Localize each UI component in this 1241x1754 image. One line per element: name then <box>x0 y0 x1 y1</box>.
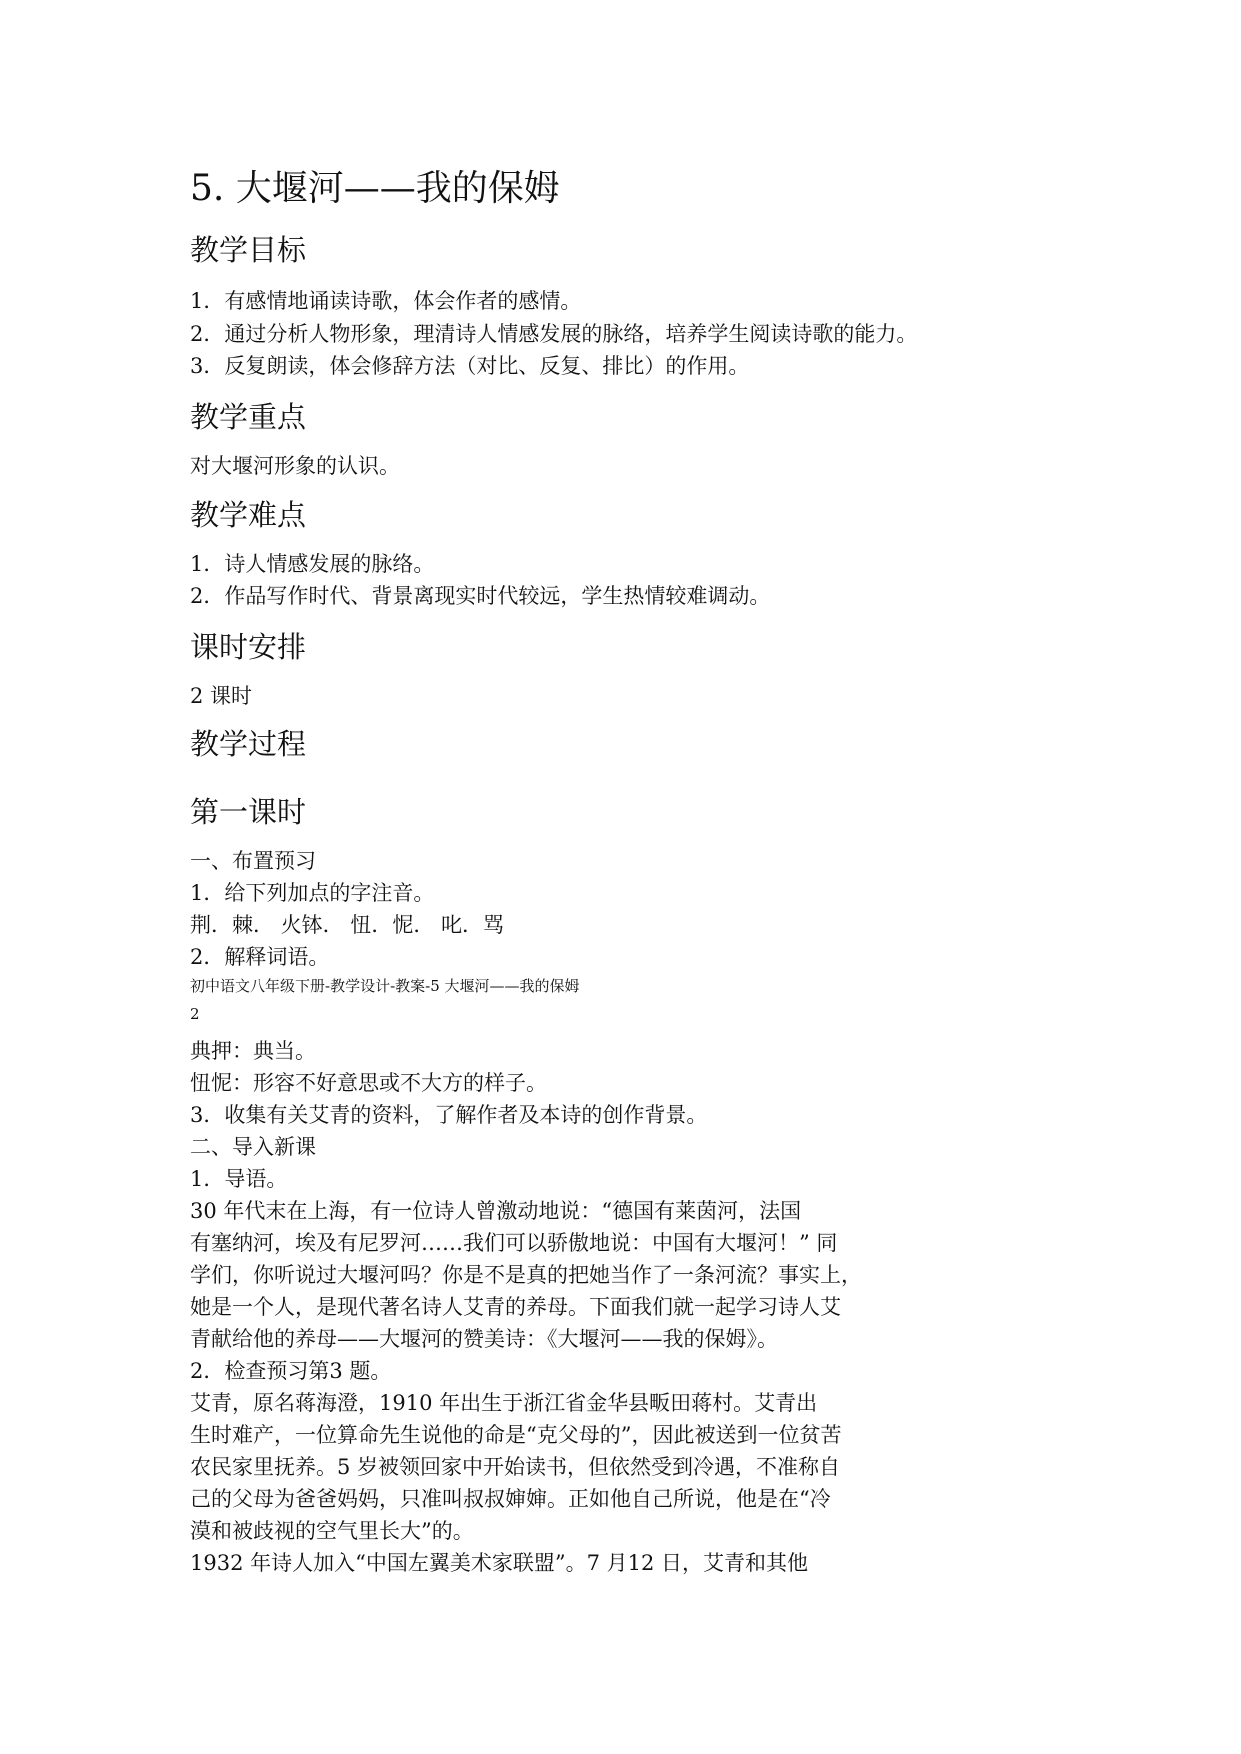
body-line: 她是一个人，是现代著名诗人艾青的养母。下面我们就一起学习诗人艾 <box>190 1295 841 1319</box>
body-line: 忸怩：形容不好意思或不大方的样子。 <box>190 1071 547 1095</box>
schedule-text: 2 课时 <box>190 684 253 708</box>
goal-item: 3．反复朗读，体会修辞方法（对比、反复、排比）的作用。 <box>190 354 750 378</box>
process-heading: 教学过程 <box>190 727 307 761</box>
body-line: 典押：典当。 <box>190 1039 316 1063</box>
difficulty-item: 2．作品写作时代、背景离现实时代较远，学生热情较难调动。 <box>190 584 771 608</box>
schedule-heading: 课时安排 <box>190 630 307 664</box>
body-line: 1．给下列加点的字注音。 <box>190 881 435 905</box>
difficulty-item: 1．诗人情感发展的脉络。 <box>190 552 435 576</box>
focus-heading: 教学重点 <box>190 400 307 434</box>
body-line: 2．检查预习第3 题。 <box>190 1359 392 1383</box>
goal-item: 1．有感情地诵读诗歌，体会作者的感情。 <box>190 289 582 313</box>
body-line: 艾青，原名蒋海澄，1910 年出生于浙江省金华县畈田蒋村。艾青出 <box>190 1391 818 1415</box>
body-line: 二、导入新课 <box>190 1135 316 1159</box>
body-line: 1932 年诗人加入“中国左翼美术家联盟”。7 月12 日，艾青和其他 <box>190 1551 809 1575</box>
body-line: 荆．棘． 火钵． 忸．怩． 叱．骂 <box>190 913 505 937</box>
body-line: 1．导语。 <box>190 1167 288 1191</box>
page-number: 2 <box>190 1005 200 1023</box>
goals-heading: 教学目标 <box>190 233 307 267</box>
body-line: 生时难产，一位算命先生说他的命是“克父母的”，因此被送到一位贫苦 <box>190 1423 842 1447</box>
body-line: 3．收集有关艾青的资料，了解作者及本诗的创作背景。 <box>190 1103 708 1127</box>
body-line: 30 年代末在上海，有一位诗人曾激动地说：“德国有莱茵河，法国 <box>190 1199 802 1223</box>
body-line: 学们，你听说过大堰河吗？你是不是真的把她当作了一条河流？事实上， <box>190 1263 862 1287</box>
body-line: 农民家里抚养。5 岁被领回家中开始读书，但依然受到冷遇，不准称自 <box>190 1455 841 1479</box>
lesson1-heading: 第一课时 <box>190 795 307 829</box>
footer-line: 初中语文八年级下册-教学设计-教案-5 大堰河——我的保姆 <box>190 977 580 995</box>
focus-text: 对大堰河形象的认识。 <box>190 454 400 478</box>
goal-item: 2．通过分析人物形象，理清诗人情感发展的脉络，培养学生阅读诗歌的能力。 <box>190 322 918 346</box>
body-line: 有塞纳河，埃及有尼罗河……我们可以骄傲地说：中国有大堰河！” 同 <box>190 1231 838 1255</box>
body-line: 一、布置预习 <box>190 849 316 873</box>
body-line: 漠和被歧视的空气里长大”的。 <box>190 1519 474 1543</box>
lesson-title: 5. 大堰河——我的保姆 <box>190 168 560 209</box>
difficulty-heading: 教学难点 <box>190 498 307 532</box>
body-line: 己的父母为爸爸妈妈，只准叫叔叔婶婶。正如他自己所说，他是在“冷 <box>190 1487 831 1511</box>
body-line: 青献给他的养母——大堰河的赞美诗：《大堰河——我的保姆》。 <box>190 1327 778 1351</box>
body-line: 2．解释词语。 <box>190 945 330 969</box>
